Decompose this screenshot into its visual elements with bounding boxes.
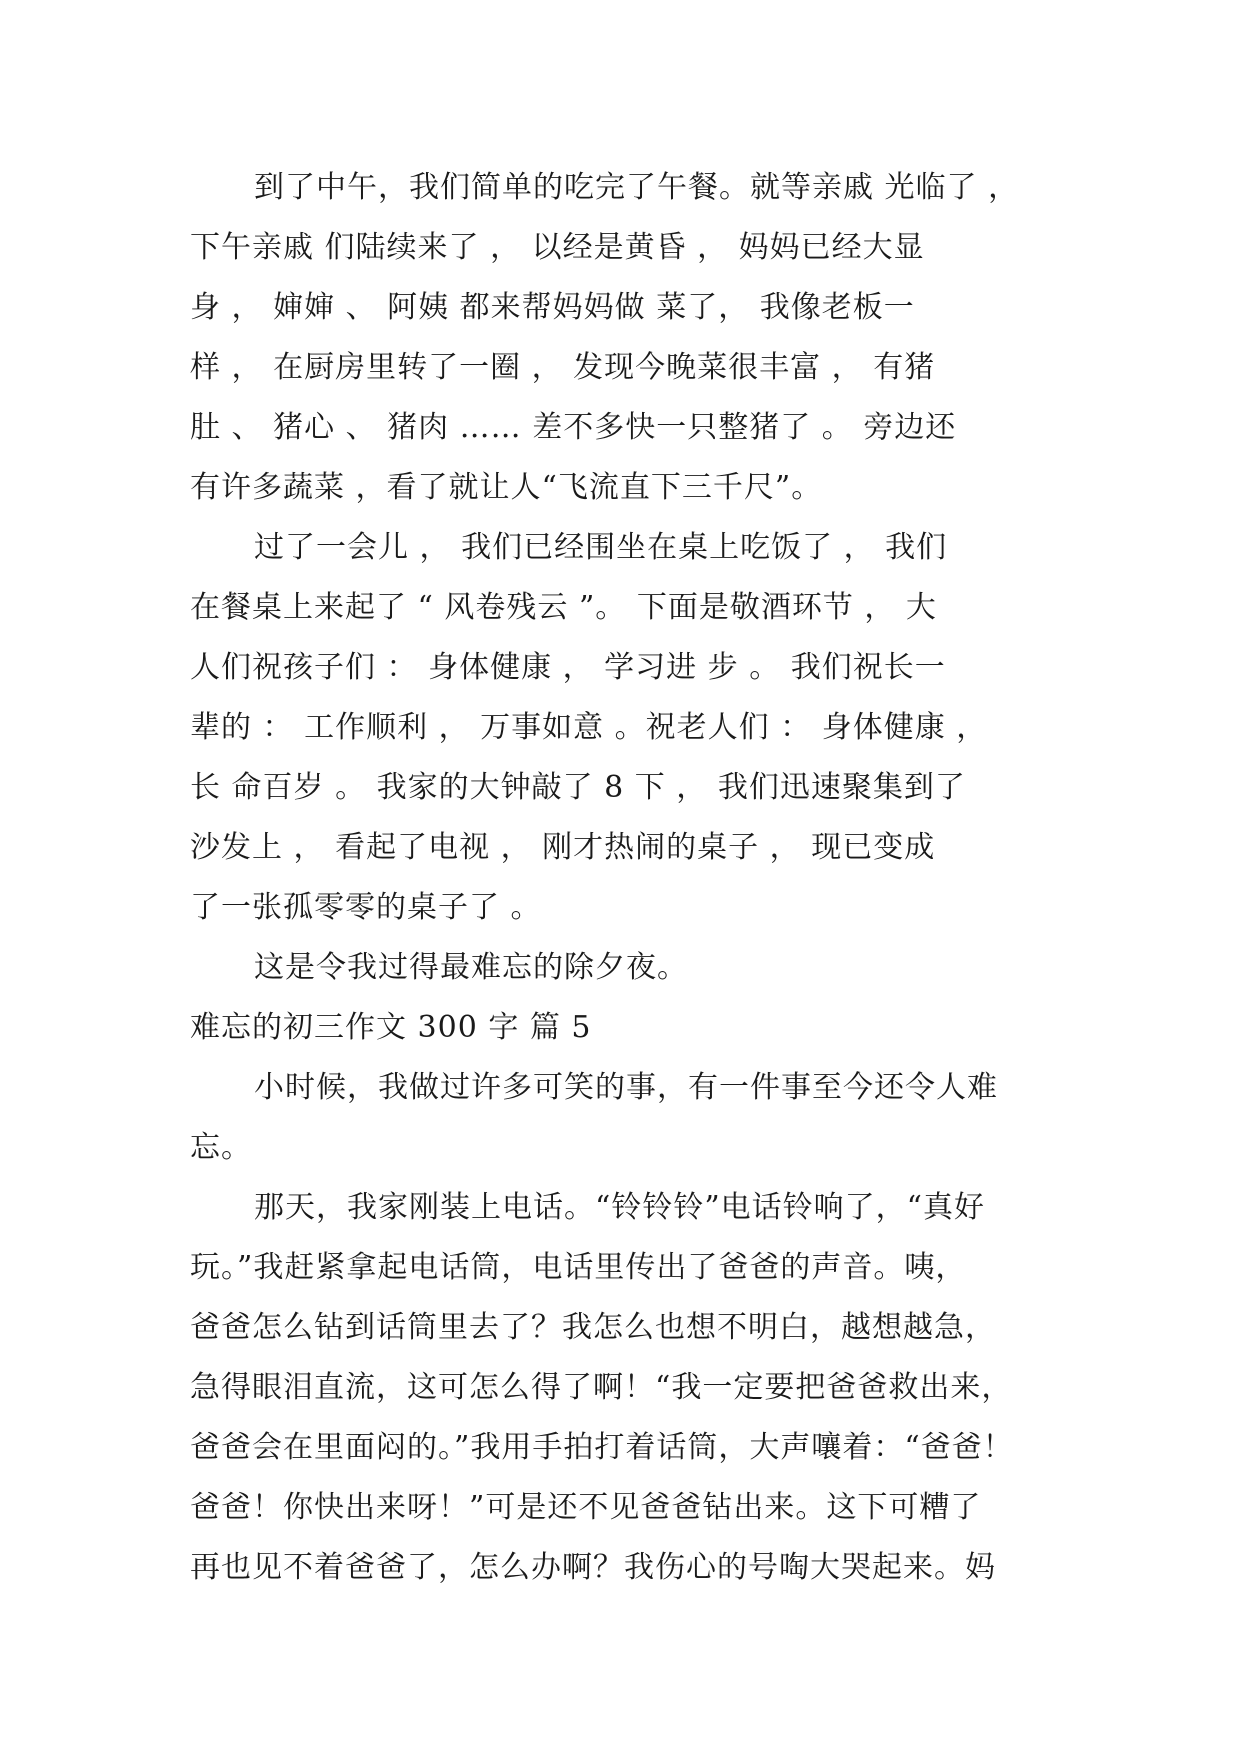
text-line: 人们祝孩子们 ： 身体健康 ， 学习进 步 。 我们祝长一 — [190, 650, 946, 685]
text-line: 长 命百岁 。 我家的大钟敲了 8 下 ， 我们迅速聚集到了 — [190, 770, 966, 805]
text-line: 急得眼泪直流，这可怎么得了啊！“我一定要把爸爸救出来， — [190, 1370, 1013, 1405]
text-line: 玩。”我赶紧拿起电话筒，电话里传出了爸爸的声音。咦， — [190, 1250, 967, 1285]
text-line: 了一张孤零零的桌子了 。 — [190, 890, 542, 925]
text-line: 忘。 — [190, 1130, 252, 1165]
text-line: 下午亲戚 们陆续来了 ， 以经是黄昏 ， 妈妈已经大显 — [190, 230, 925, 265]
text-line: 再也见不着爸爸了，怎么办啊？我伤心的号啕大哭起来。妈 — [190, 1550, 996, 1585]
text-line: 沙发上 ， 看起了电视 ， 刚才热闹的桌子 ， 现已变成 — [190, 830, 936, 865]
text-line: 有许多蔬菜 ，看了就让人“飞流直下三千尺”。 — [190, 470, 823, 505]
text-line: 肚 、 猪心 、 猪肉 …… 差不多快一只整猪了 。 旁边还 — [190, 410, 957, 445]
text-line: 过了一会儿 ， 我们已经围坐在桌上吃饭了 ， 我们 — [254, 530, 948, 565]
section-heading: 难忘的初三作文 300 字 篇 5 — [190, 1010, 592, 1045]
text-line: 到了中午，我们简单的吃完了午餐。就等亲戚 光临了 ， — [254, 170, 1020, 205]
text-line: 爸爸！你快出来呀！”可是还不见爸爸钻出来。这下可糟了 — [190, 1490, 982, 1525]
text-line: 爸爸怎么钻到话筒里去了？我怎么也想不明白，越想越急， — [190, 1310, 996, 1345]
text-line: 爸爸会在里面闷的。”我用手拍打着话筒，大声嚷着：“爸爸！ — [190, 1430, 1014, 1465]
text-line: 辈的 ： 工作顺利 ， 万事如意 。祝老人们 ： 身体健康 ， — [190, 710, 988, 745]
text-line: 样 ， 在厨房里转了一圈 ， 发现今晚菜很丰富 ， 有猪 — [190, 350, 936, 385]
text-line: 在餐桌上来起了 “ 风卷残云 ”。 下面是敬酒环节 ， 大 — [190, 590, 937, 625]
text-line: 小时候，我做过许多可笑的事，有一件事至今还令人难 — [254, 1070, 998, 1105]
text-line: 那天，我家刚装上电话。“铃铃铃”电话铃响了，“真好 — [254, 1190, 986, 1225]
text-line: 身 ， 婶婶 、 阿姨 都来帮妈妈做 菜了， 我像老板一 — [190, 290, 915, 325]
text-line: 这是令我过得最难忘的除夕夜。 — [254, 950, 688, 985]
